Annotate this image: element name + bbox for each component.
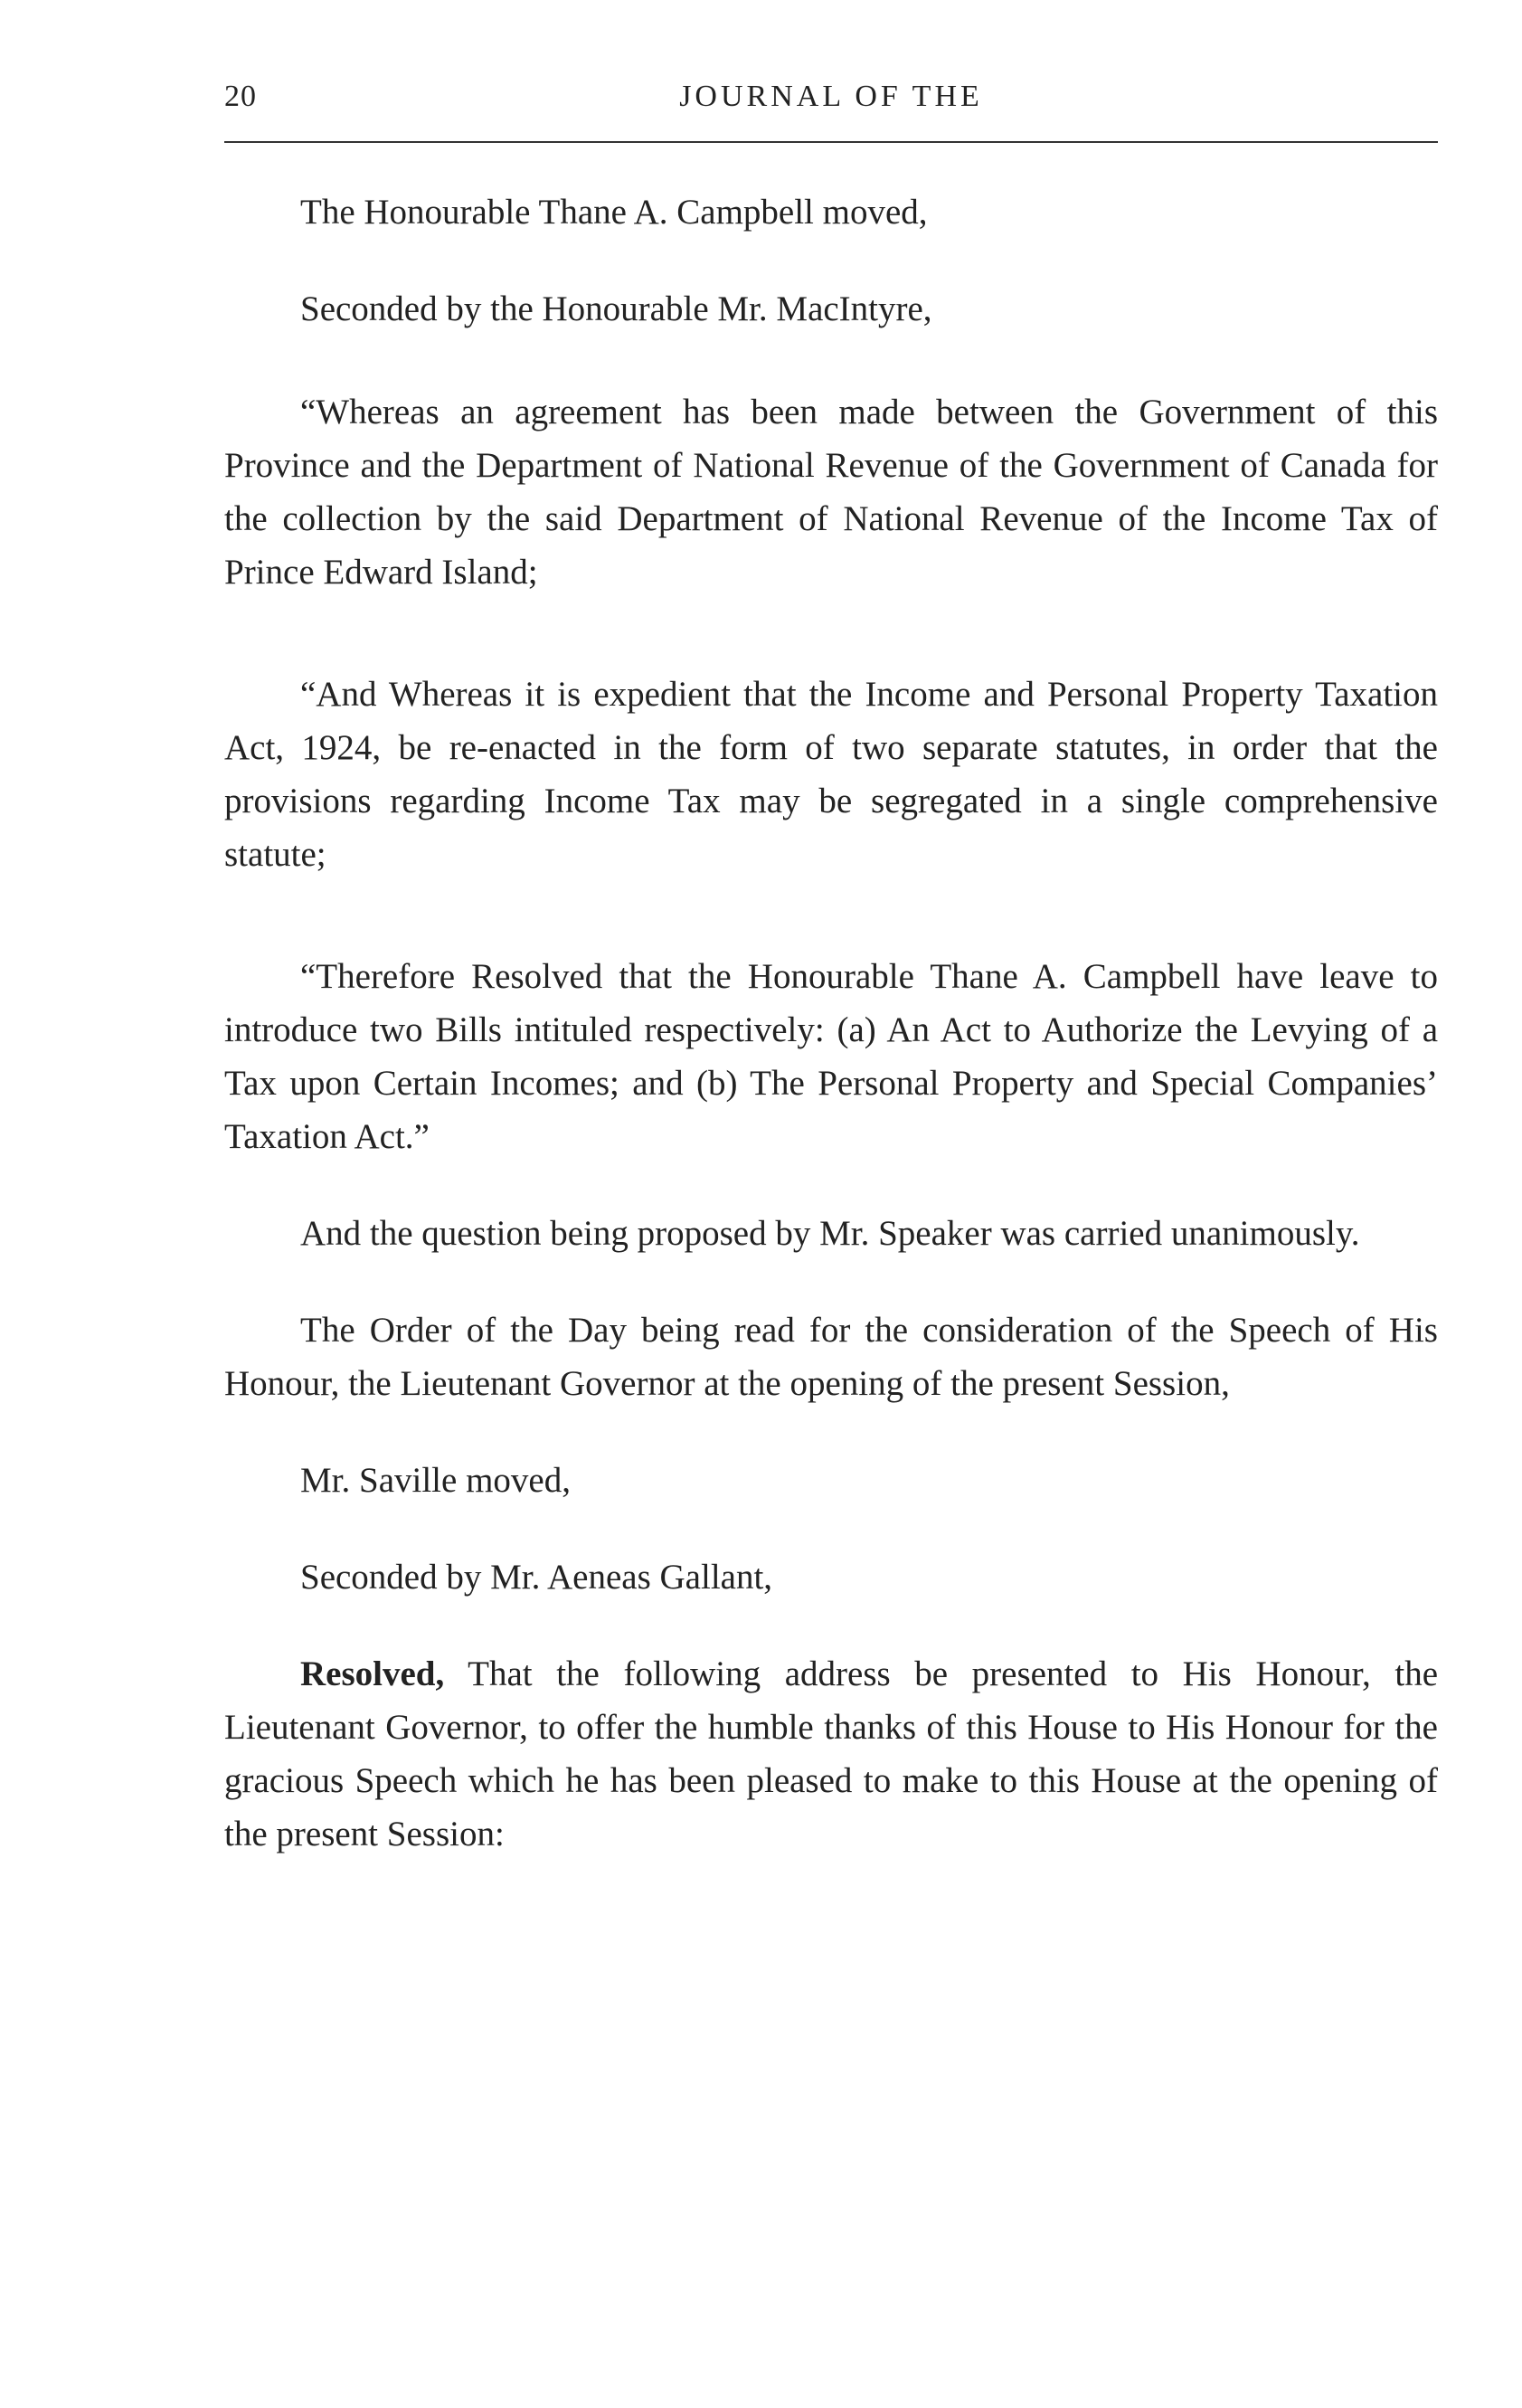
- page-number: 20: [224, 80, 257, 113]
- second-motion-seconder: Seconded by Mr. Aeneas Gallant,: [300, 1558, 773, 1597]
- address-resolution: [224, 1647, 1438, 1861]
- journal-body: [224, 185, 1438, 1861]
- motion-mover: The Honourable Thane A. Campbell moved,: [300, 193, 928, 232]
- resolved-label: Resolved,: [300, 1654, 445, 1693]
- address-resolution-text: That the following address be presented to His Honour, the Lieutenant Governor, to offer the humble thanks of this House to His Honour for the gracious Speech which he has been pleased to make to this House at the opening of the present Session:: [224, 1654, 1439, 1853]
- question-carried: And the question being proposed by Mr. Speaker was carried unanimously.: [300, 1214, 1360, 1253]
- running-head: JOURNAL OF THE: [679, 80, 983, 113]
- second-motion-mover: Mr. Saville moved,: [300, 1461, 571, 1500]
- resolved-clause: “Therefore Resolved that the Honourable Thane A. Campbell have leave to introduce two Bills intituled respectively: (a) An Act to Authorize the Levying of a Tax upon Certain Incomes; and (b) The Personal Property and Special Companies’ Taxation Act.”: [224, 957, 1438, 1156]
- page-header: [224, 80, 1438, 134]
- order-of-the-day: The Order of the Day being read for the consideration of the Speech of His Honour, the Lieutenant Governor at the opening of the present Session,: [224, 1311, 1438, 1403]
- whereas-clause-2: “And Whereas it is expedient that the Income and Personal Property Taxation Act, 1924, be re-enacted in the form of two separate statutes, in order that the provisions regarding Income Tax may be segregated in a single comprehensive statute;: [224, 675, 1438, 874]
- whereas-clause-1: “Whereas an agreement has been made between the Government of this Province and the Department of National Revenue of the Government of Canada for the collection by the said Department of National Revenue of the Income Tax of Prince Edward Island;: [224, 393, 1438, 592]
- header-rule: [224, 141, 1438, 143]
- motion-seconder: Seconded by the Honourable Mr. MacIntyre,: [300, 289, 932, 328]
